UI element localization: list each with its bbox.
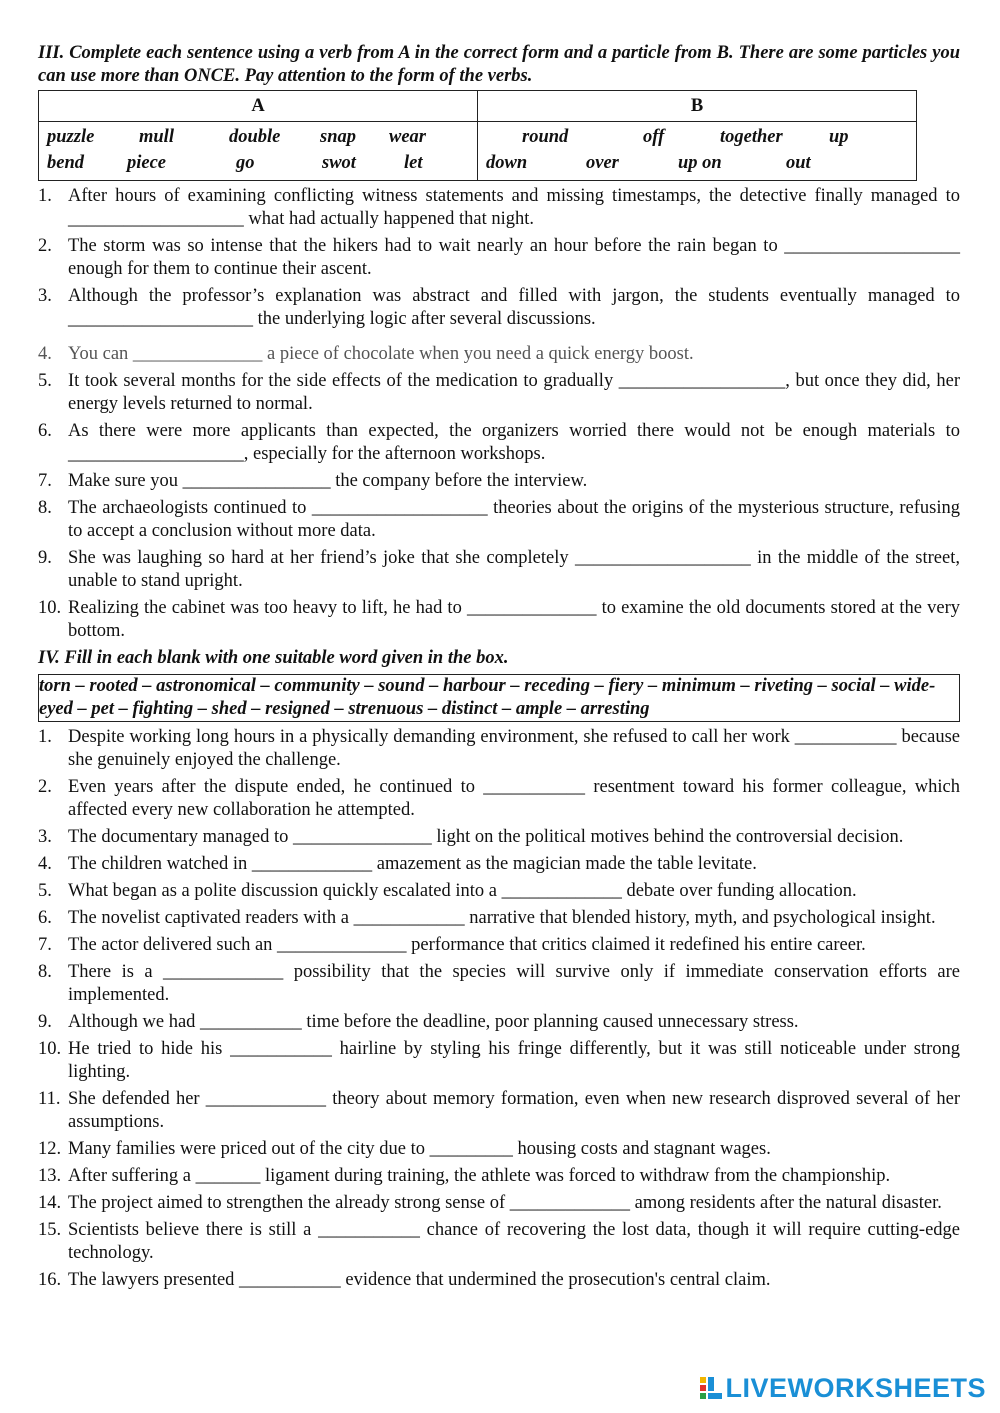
question-item	[38, 547, 960, 593]
question-text: The archaeologists continued to ___________________ theories about the origins of the mysterious structure, refusing to accept a conclusion without more data.	[68, 498, 960, 541]
question-item	[38, 1192, 960, 1215]
column-a-header: A	[39, 91, 478, 122]
question-number: 7.	[38, 471, 52, 491]
question-text: Many families were priced out of the city due to _________ housing costs and stagnant wages.	[68, 1139, 771, 1159]
question-text: It took several months for the side effects of the medication to gradually __________________, but once they did, her energy levels returned to normal.	[68, 371, 960, 414]
question-text: He tried to hide his ___________ hairline by styling his fringe differently, but it was still noticeable under strong lighting.	[68, 1039, 960, 1082]
question-item	[38, 1088, 960, 1134]
question-number: 10.	[38, 598, 62, 618]
question-item	[38, 1219, 960, 1265]
column-b-words	[478, 122, 917, 181]
word-box: torn – rooted – astronomical – community – sound – harbour – receding – fiery – minimum – riveting – social – wide-eyed – pet – fighting – shed – resigned – strenuous – distinct – ample – arresting	[38, 674, 960, 722]
question-number: 16.	[38, 1270, 62, 1290]
particle-word: over	[586, 153, 619, 173]
question-number: 12.	[38, 1139, 62, 1159]
question-item	[38, 343, 960, 366]
question-item	[38, 497, 960, 543]
question-text: Although we had ___________ time before the deadline, poor planning caused unnecessary stress.	[68, 1012, 799, 1032]
logo-mark-icon	[699, 1375, 723, 1401]
liveworksheets-logo	[699, 1371, 986, 1405]
section4-instruction: IV. Fill in each blank with one suitable word given in the box.	[38, 648, 509, 668]
section4-questions	[38, 726, 960, 1292]
verb-word: go	[236, 153, 255, 173]
verb-word: let	[404, 153, 423, 173]
question-text: The lawyers presented ___________ evidence that undermined the prosecution's central claim.	[68, 1270, 771, 1290]
question-number: 11.	[38, 1089, 61, 1109]
question-number: 1.	[38, 727, 52, 747]
logo-text: LIVEWORKSHEETS	[725, 1372, 986, 1403]
column-b-header: B	[478, 91, 917, 122]
b-words-row-1	[478, 125, 916, 151]
question-number: 5.	[38, 371, 52, 391]
particle-word: round	[522, 127, 569, 147]
particle-word: together	[720, 127, 783, 147]
question-text: After suffering a _______ ligament during training, the athlete was forced to withdraw from the championship.	[68, 1166, 891, 1186]
question-text: Realizing the cabinet was too heavy to lift, he had to ______________ to examine the old documents stored at the very bottom.	[68, 598, 960, 641]
question-text: The novelist captivated readers with a ____________ narrative that blended history, myth, and psychological insight.	[68, 908, 936, 928]
question-number: 1.	[38, 186, 52, 206]
question-number: 3.	[38, 827, 52, 847]
question-number: 14.	[38, 1193, 62, 1213]
question-text: You can ______________ a piece of chocolate when you need a quick energy boost.	[68, 344, 694, 364]
question-number: 2.	[38, 777, 52, 797]
question-text: She defended her _____________ theory about memory formation, even when new research disproved several of her assumptions.	[68, 1089, 960, 1132]
question-text: The documentary managed to _______________ light on the political motives behind the controversial decision.	[68, 827, 904, 847]
particle-word: up on	[678, 153, 722, 173]
question-number: 2.	[38, 236, 52, 256]
question-text: As there were more applicants than expected, the organizers worried there would not be enough materials to ___________________, especially for the afternoon workshops.	[68, 421, 960, 464]
question-text: The project aimed to strengthen the already strong sense of _____________ among residents after the natural disaster.	[68, 1193, 942, 1213]
question-item	[38, 1165, 960, 1188]
question-number: 4.	[38, 854, 52, 874]
question-item	[38, 776, 960, 822]
section3-questions	[38, 185, 960, 643]
word-table	[38, 90, 917, 181]
question-item	[38, 285, 960, 331]
question-text: Make sure you ________________ the company before the interview.	[68, 471, 588, 491]
question-item	[38, 1138, 960, 1161]
question-item	[38, 853, 960, 876]
question-number: 6.	[38, 421, 52, 441]
question-item	[38, 185, 960, 231]
verb-word: double	[229, 127, 281, 147]
question-text: The storm was so intense that the hikers had to wait nearly an hour before the rain began to ___________________ enough for them to continue their ascent.	[68, 236, 960, 279]
question-number: 10.	[38, 1039, 62, 1059]
question-item	[38, 961, 960, 1007]
question-number: 5.	[38, 881, 52, 901]
question-number: 6.	[38, 908, 52, 928]
question-item	[38, 597, 960, 643]
question-item	[38, 1011, 960, 1034]
question-text: Even years after the dispute ended, he continued to ___________ resentment toward his former colleague, which affected every new collaboration he attempted.	[68, 777, 960, 820]
question-item	[38, 420, 960, 466]
particle-word: down	[486, 153, 528, 173]
column-a-words	[39, 122, 478, 181]
question-text: The actor delivered such an ______________ performance that critics claimed it redefined his entire career.	[68, 935, 866, 955]
a-words-row-2	[39, 151, 477, 177]
verb-word: mull	[139, 127, 174, 147]
verb-word: bend	[47, 153, 84, 173]
verb-word: wear	[389, 127, 426, 147]
question-item	[38, 370, 960, 416]
particle-word: off	[643, 127, 665, 147]
question-number: 3.	[38, 286, 52, 306]
question-text: She was laughing so hard at her friend’s joke that she completely ___________________ in the middle of the street, unable to stand upright.	[68, 548, 960, 591]
question-number: 13.	[38, 1166, 62, 1186]
question-item	[38, 470, 960, 493]
worksheet-page	[38, 42, 960, 1296]
verb-word: swot	[322, 153, 356, 173]
particle-word: up	[829, 127, 849, 147]
question-number: 4.	[38, 344, 52, 364]
question-text: After hours of examining conflicting witness statements and missing timestamps, the detective finally managed to ___________________ what had actually happened that night.	[68, 186, 960, 229]
question-item	[38, 934, 960, 957]
question-item	[38, 907, 960, 930]
question-text: Scientists believe there is still a ___________ chance of recovering the lost data, though it will require cutting-edge technology.	[68, 1220, 960, 1263]
question-number: 8.	[38, 962, 52, 982]
question-item	[38, 826, 960, 849]
question-text: Despite working long hours in a physically demanding environment, she refused to call her work ___________ because she genuinely enjoyed the challenge.	[68, 727, 960, 770]
question-number: 8.	[38, 498, 52, 518]
verb-word: puzzle	[47, 127, 95, 147]
verb-word: piece	[127, 153, 167, 173]
section3-instruction: III. Complete each sentence using a verb from A in the correct form and a particle from B. There are some particles you can use more than ONCE. Pay attention to the form of the verbs.	[38, 43, 960, 86]
question-item	[38, 1038, 960, 1084]
b-words-row-2	[478, 151, 916, 177]
verb-word: snap	[320, 127, 356, 147]
question-number: 9.	[38, 548, 52, 568]
question-text: The children watched in _____________ amazement as the magician made the table levitate.	[68, 854, 757, 874]
question-number: 7.	[38, 935, 52, 955]
question-text: There is a _____________ possibility that the species will survive only if immediate conservation efforts are implemented.	[68, 962, 960, 1005]
question-item	[38, 726, 960, 772]
question-text: Although the professor’s explanation was abstract and filled with jargon, the students eventually managed to ____________________ the underlying logic after several discussions.	[68, 286, 960, 329]
question-item	[38, 1269, 960, 1292]
question-number: 9.	[38, 1012, 52, 1032]
question-item	[38, 235, 960, 281]
question-text: What began as a polite discussion quickly escalated into a _____________ debate over funding allocation.	[68, 881, 857, 901]
question-number: 15.	[38, 1220, 62, 1240]
particle-word: out	[786, 153, 811, 173]
a-words-row-1	[39, 125, 477, 151]
question-item	[38, 880, 960, 903]
